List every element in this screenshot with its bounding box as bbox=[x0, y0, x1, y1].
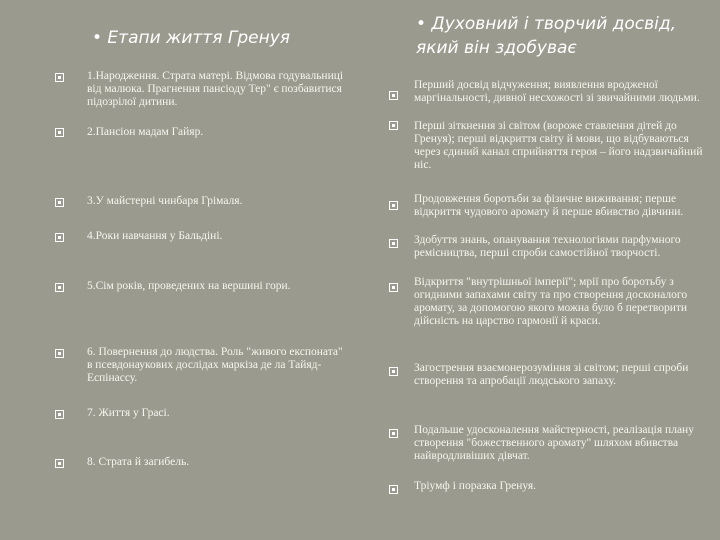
bullet-icon bbox=[55, 349, 64, 358]
bullet-icon bbox=[55, 283, 64, 292]
bullet-icon bbox=[389, 367, 398, 376]
bullet-icon bbox=[55, 233, 64, 242]
right-item-1: Перший досвід відчуження; виявлення вродженої маргінальності, дивної несхожості зі звичайними людьми. bbox=[414, 79, 700, 104]
right-column-heading: • Духовний і творчий досвід, який він здобуває bbox=[416, 14, 677, 58]
bullet-icon bbox=[389, 239, 398, 248]
bullet-icon bbox=[55, 73, 64, 82]
bullet-icon bbox=[389, 201, 398, 210]
left-column-heading: • Етапи життя Гренуя bbox=[92, 28, 290, 48]
bullet-icon bbox=[389, 485, 398, 494]
bullet-icon bbox=[389, 91, 398, 100]
right-item-5: Відкриття "внутрішньої імперії"; мрії про боротьбу з огидними запахами світу та про створення досконалого аромату, за допомогою якого можна було б перетворити дійсність на царство гармонії й краси. bbox=[414, 276, 688, 327]
right-item-6: Загострення взаємонерозуміння зі світом; перші спроби створення та апробації людського запаху. bbox=[414, 362, 689, 387]
left-item-4: 4.Роки навчання у Бальдіні. bbox=[87, 230, 223, 242]
right-item-4: Здобуття знань, опанування технологіями парфумного ремісництва, перші спроби самостійної творчості. bbox=[414, 234, 681, 259]
right-item-8: Тріумф і поразка Гренуя. bbox=[414, 480, 537, 492]
left-item-6: 6. Повернення до людства. Роль "живого експоната" в псевдонаукових дослідах маркіза де ла Тайяд-Еспінассу. bbox=[87, 346, 343, 384]
right-item-2: Перші зіткнення зі світом (вороже ставлення дітей до Гренуя); перші відкриття світу й мови, що відбуваються через єдиний канал сприйняття героя – його надзвичайний ніс. bbox=[414, 120, 703, 171]
right-item-7: Подальше удосконалення майстерності, реалізація плану створення "божественного аромату" шляхом вбивства найвродливіших дівчат. bbox=[414, 424, 694, 462]
bullet-icon bbox=[389, 121, 398, 130]
left-item-7: 7. Життя у Грасі. bbox=[87, 407, 170, 419]
left-item-2: 2.Пансіон мадам Гайяр. bbox=[87, 126, 204, 138]
left-item-8: 8. Страта й загибель. bbox=[87, 456, 190, 468]
right-item-3: Продовження боротьби за фізичне виживання; перше відкриття чудового аромату й перше вбивство дівчини. bbox=[414, 193, 684, 218]
bullet-icon bbox=[55, 128, 64, 137]
bullet-icon bbox=[55, 410, 64, 419]
bullet-icon bbox=[389, 283, 398, 292]
bullet-icon bbox=[55, 198, 64, 207]
left-item-3: 3.У майстерні чинбаря Грімаля. bbox=[87, 195, 243, 207]
bullet-icon bbox=[55, 459, 64, 468]
left-item-5: 5.Сім років, проведених на вершині гори. bbox=[87, 280, 291, 292]
bullet-icon bbox=[389, 429, 398, 438]
left-item-1: 1.Народження. Страта матері. Відмова годувальниці від малюка. Прагнення пансіоду Тер" є позбавитися підозрілої дитини. bbox=[87, 70, 344, 108]
